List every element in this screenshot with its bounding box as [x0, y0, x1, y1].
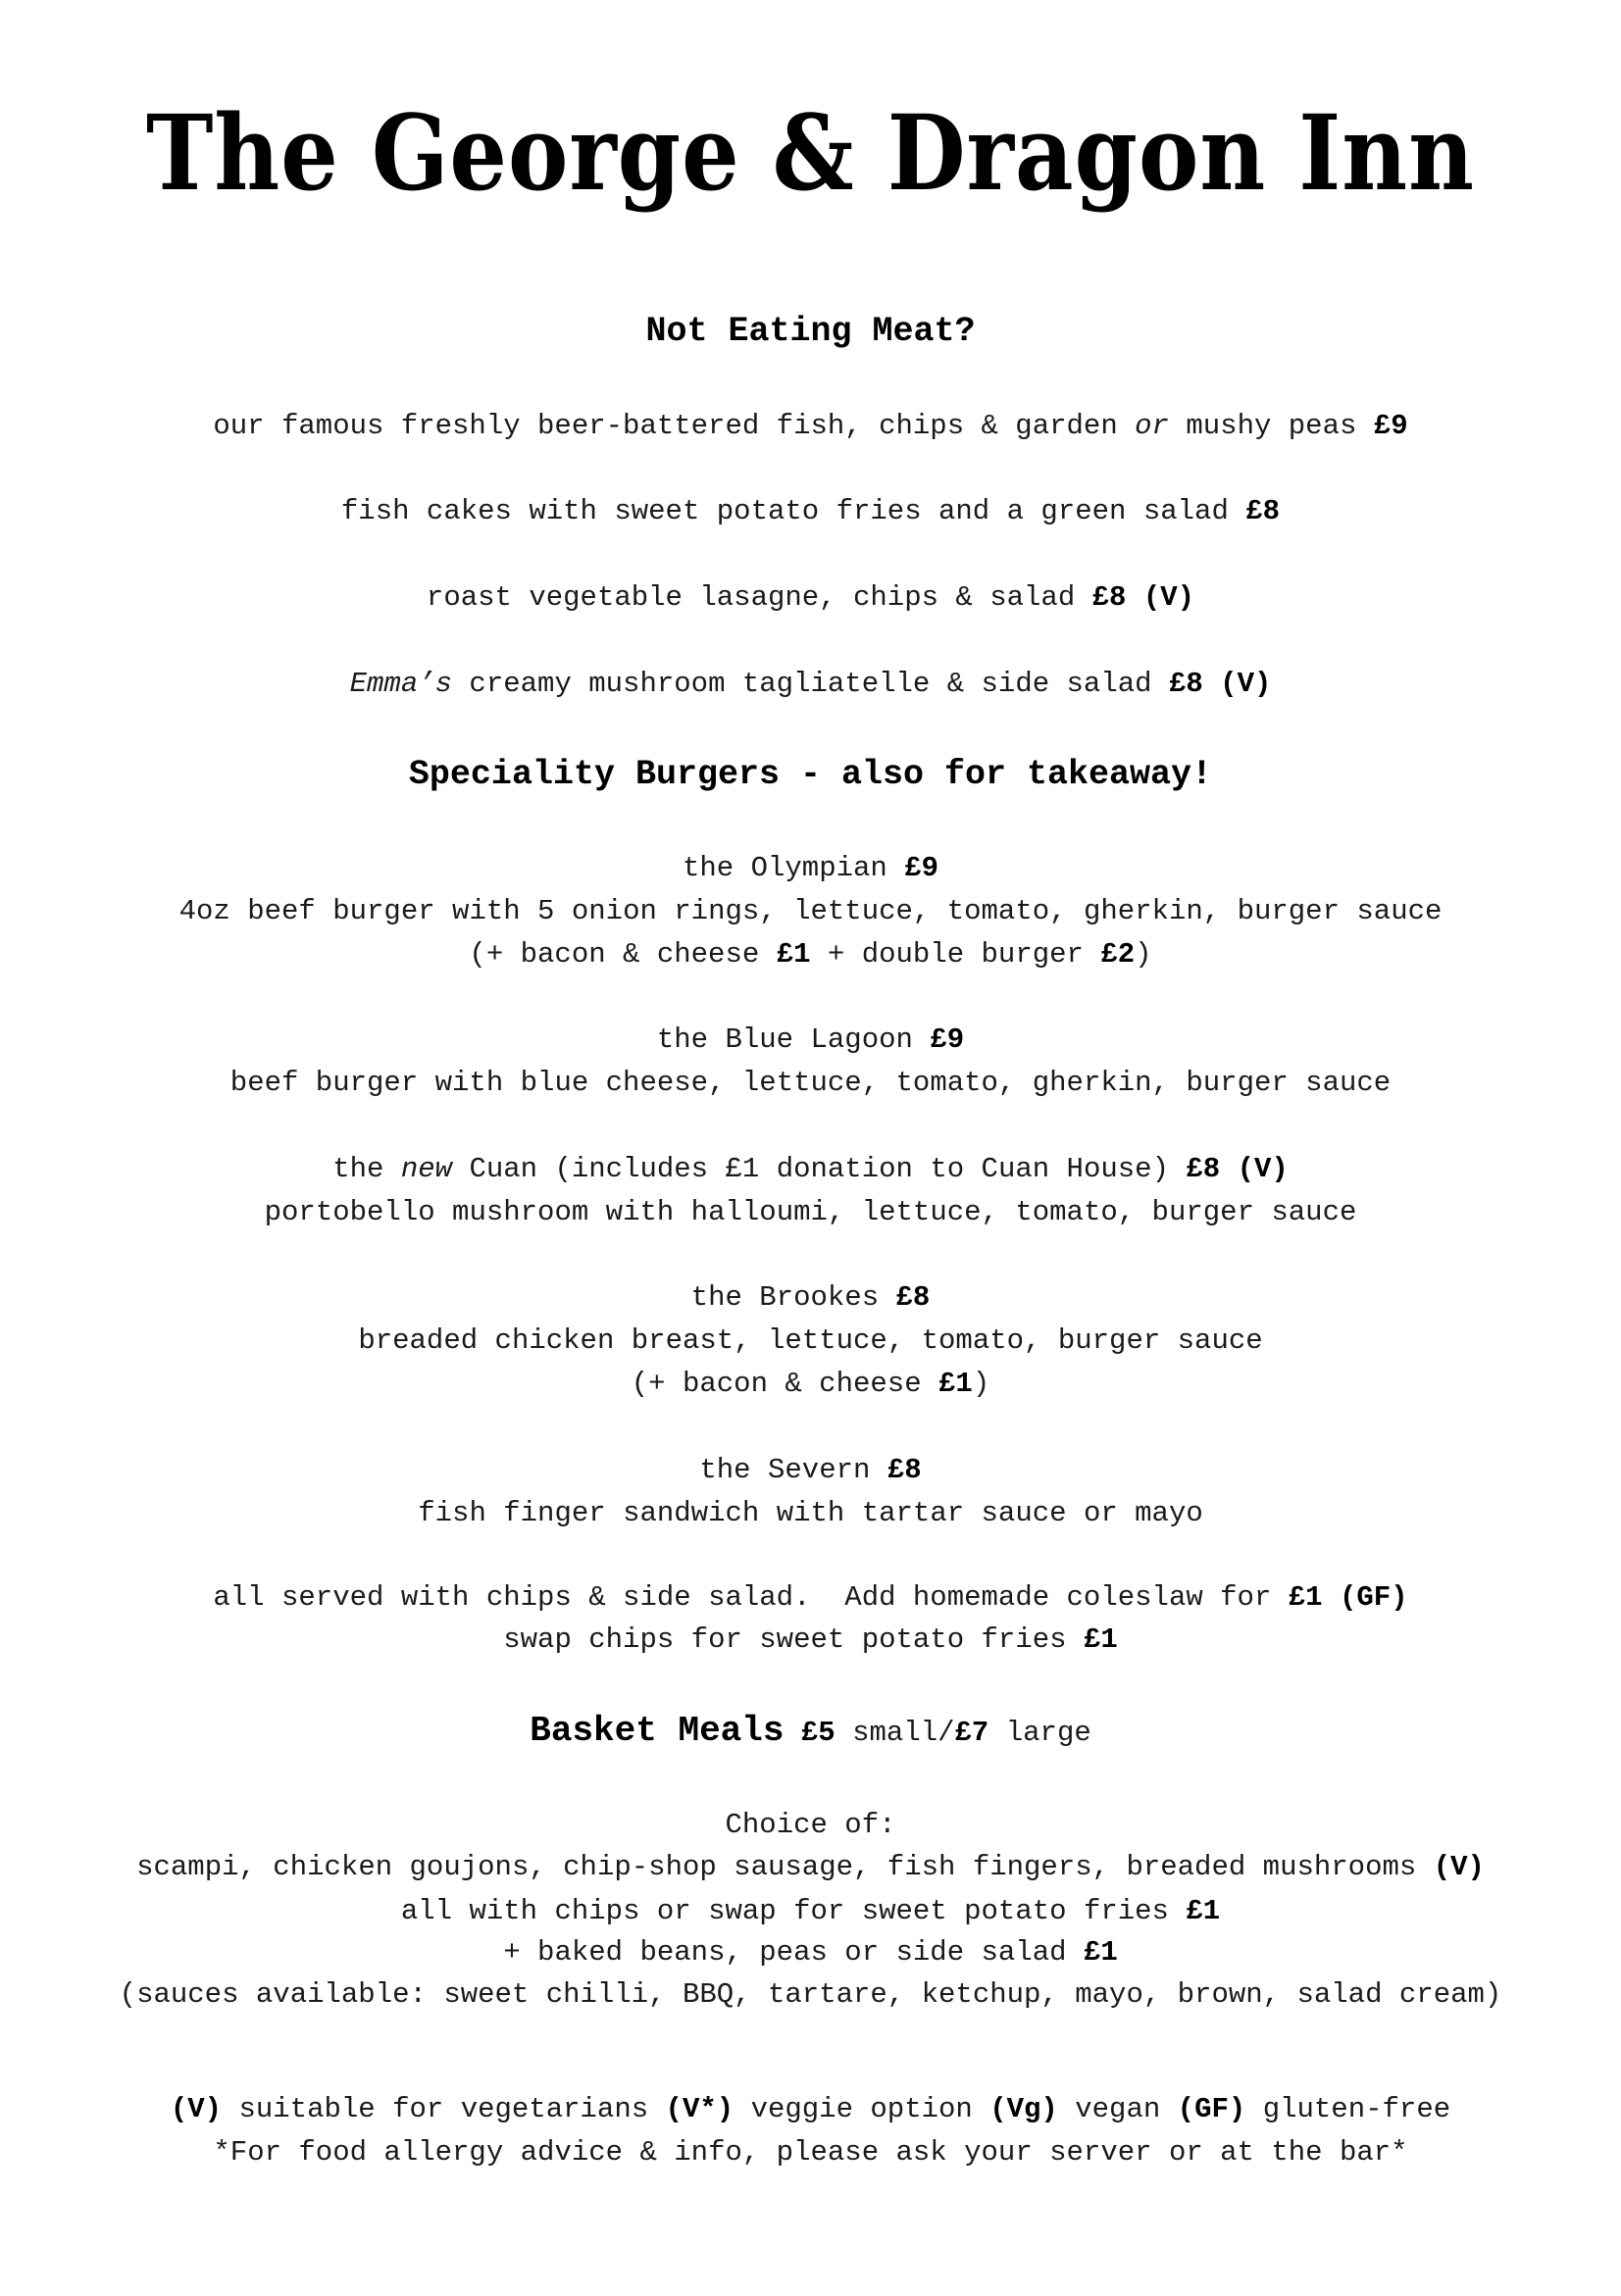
burger-price: £8 — [895, 1281, 931, 1314]
item-text: fish cakes with sweet potato fries and a green salad — [340, 495, 1246, 527]
item-text-italic: Emma’s — [349, 668, 453, 700]
burger-brookes-name — [0, 1280, 1621, 1316]
burger-severn-desc: fish finger sandwich with tartar sauce or mayo — [418, 1497, 1203, 1529]
burger-cuan-desc: portobello mushroom with halloumi, lettuce, tomato, burger sauce — [264, 1196, 1357, 1228]
burger-cuan-name — [0, 1152, 1621, 1187]
burger-name: the Severn — [699, 1454, 887, 1486]
basket-price-small: £5 — [800, 1717, 836, 1749]
item-price: £8 — [1245, 495, 1281, 527]
burger-name-italic: new — [400, 1153, 453, 1185]
basket-choice-label: Choice of: — [725, 1809, 896, 1841]
section-heading-basket-meals — [0, 1711, 1621, 1751]
burger-price: £9 — [930, 1023, 965, 1056]
burger-name: the — [332, 1153, 401, 1185]
dietary-legend — [0, 2092, 1621, 2127]
item-text: our famous freshly beer-battered fish, chips & garden — [213, 410, 1136, 442]
legend-tag-vg: (Vg) — [989, 2093, 1058, 2125]
burger-olympian-desc: 4oz beef burger with 5 onion rings, lettuce, tomato, gherkin, burger sauce — [178, 895, 1443, 927]
note-price: £1 (GF) — [1288, 1581, 1408, 1614]
item-text: roast vegetable lasagne, chips & salad — [426, 581, 1092, 614]
legend-tag-vstar: (V*) — [665, 2093, 735, 2125]
legend-tag-v: (V) — [170, 2093, 223, 2125]
burger-brookes-desc: breaded chicken breast, lettuce, tomato, burger sauce — [358, 1324, 1263, 1357]
burger-name: the Olympian — [682, 852, 905, 884]
note-text: all with chips or swap for sweet potato fries — [400, 1895, 1187, 1927]
addon-text: (+ bacon & cheese — [631, 1368, 939, 1400]
addon-price: £2 — [1100, 938, 1136, 971]
item-price: £9 — [1373, 410, 1408, 442]
legend-text: suitable for vegetarians — [222, 2093, 666, 2125]
basket-options — [0, 1850, 1621, 1885]
basket-heading: Basket Meals — [530, 1711, 785, 1751]
item-price: £8 (V) — [1091, 581, 1195, 614]
options-text: scampi, chicken goujons, chip-shop sausage, fish fingers, breaded mushrooms — [136, 1851, 1434, 1883]
menu-item-fish-cakes — [0, 494, 1621, 529]
basket-sides-note — [0, 1935, 1621, 1971]
legend-text: vegan — [1057, 2093, 1178, 2125]
addon-price: £1 — [776, 938, 811, 971]
legend-text: gluten-free — [1245, 2093, 1451, 2125]
burger-blue-lagoon-desc: beef burger with blue cheese, lettuce, tomato, gherkin, burger sauce — [229, 1067, 1392, 1099]
burger-blue-lagoon-name — [0, 1023, 1621, 1058]
note-price: £1 — [1083, 1936, 1118, 1969]
basket-price-large: £7 — [954, 1717, 989, 1749]
burger-olympian-name — [0, 851, 1621, 886]
burger-name: Cuan (includes £1 donation to Cuan House) — [452, 1153, 1187, 1185]
allergy-note: *For food allergy advice & info, please ask your server or at the bar* — [213, 2136, 1408, 2169]
note-text: swap chips for sweet potato fries — [503, 1623, 1084, 1656]
addon-price: £1 — [938, 1368, 973, 1400]
burger-name: the Blue Lagoon — [656, 1023, 931, 1056]
legend-text: veggie option — [734, 2093, 990, 2125]
burger-severn-name — [0, 1453, 1621, 1488]
addon-text: + double burger — [810, 938, 1101, 971]
section-heading-not-eating-meat: Not Eating Meat? — [645, 312, 976, 351]
basket-size-label: small/ — [835, 1717, 955, 1749]
diet-tag: (V) — [1433, 1851, 1485, 1883]
item-price: £8 (V) — [1168, 668, 1272, 700]
menu-item-lasagne — [0, 580, 1621, 616]
legend-tag-gf: (GF) — [1177, 2093, 1246, 2125]
burger-price: £9 — [904, 852, 939, 884]
basket-chips-note — [0, 1894, 1621, 1929]
note-price: £1 — [1083, 1623, 1118, 1656]
basket-sauces-note: (sauces available: sweet chilli, BBQ, tartare, ketchup, mayo, brown, salad cream) — [119, 1978, 1502, 2011]
burger-price: £8 (V) — [1186, 1153, 1289, 1185]
basket-size-label: large — [988, 1717, 1091, 1749]
item-text: creamy mushroom tagliatelle & side salad — [452, 668, 1169, 700]
note-text: all served with chips & side salad. Add homemade coleslaw for — [213, 1581, 1289, 1614]
burger-price: £8 — [886, 1454, 922, 1486]
addon-text: ) — [1135, 938, 1152, 971]
item-text: mushy peas — [1168, 410, 1374, 442]
burger-name: the Brookes — [690, 1281, 896, 1314]
section-heading-burgers: Speciality Burgers - also for takeaway! — [408, 755, 1213, 794]
burger-olympian-addons — [0, 937, 1621, 973]
addon-text: ) — [972, 1368, 990, 1400]
note-price: £1 — [1186, 1895, 1221, 1927]
item-text-italic: or — [1135, 410, 1169, 442]
burgers-swap-note — [0, 1622, 1621, 1658]
menu-item-fish-chips — [0, 409, 1621, 444]
inn-title: The George & Dragon Inn — [145, 91, 1476, 215]
menu-item-tagliatelle — [0, 667, 1621, 702]
addon-text: (+ bacon & cheese — [469, 938, 777, 971]
note-text: + baked beans, peas or side salad — [503, 1936, 1084, 1969]
burger-brookes-addons — [0, 1367, 1621, 1402]
burgers-served-with — [0, 1580, 1621, 1616]
